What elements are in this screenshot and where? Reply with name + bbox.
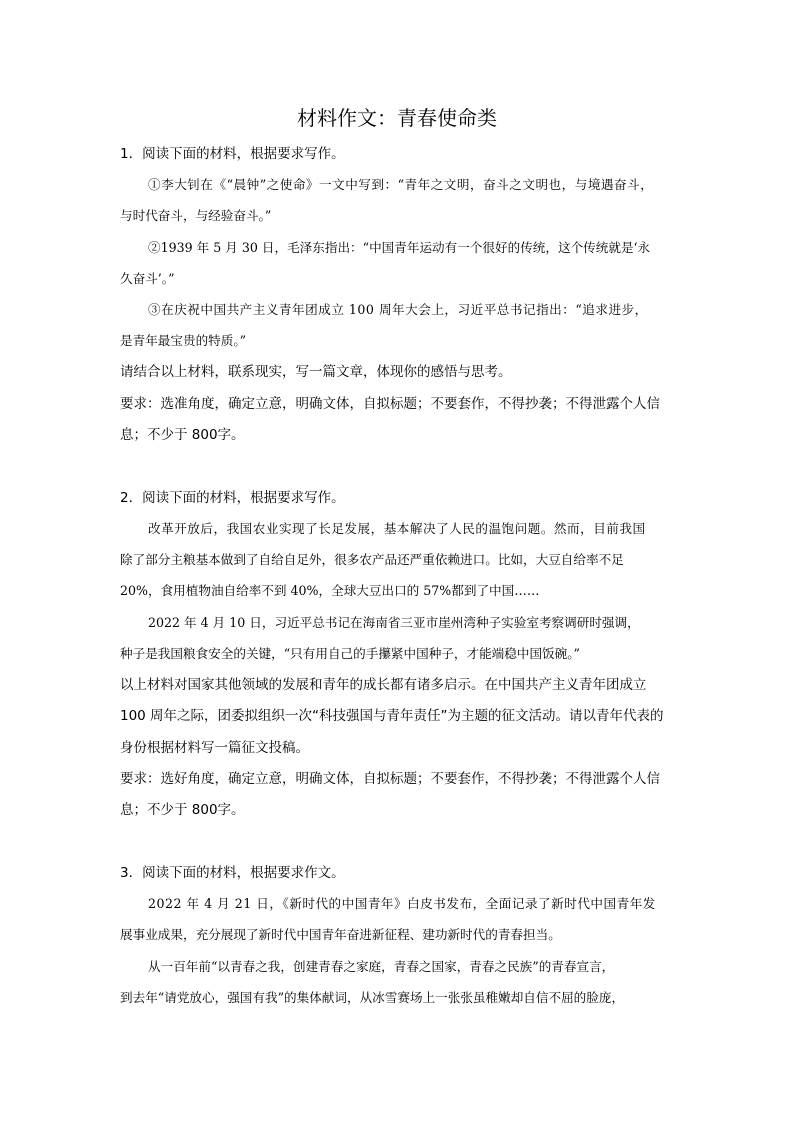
material-line: ①李大钊在《“晨钟”之使命》一文中写到：“青年之文明，奋斗之文明也，与境遇奋斗，	[148, 177, 654, 192]
material-line: 改革开放后，我国农业实现了长足发展，基本解决了人民的温饱问题。然而，目前我国	[148, 521, 646, 536]
writing-prompt: 身份根据材料写一篇征文投稿。	[120, 740, 309, 756]
material-line: 展事业成果，充分展现了新时代中国青年奋进新征程、建功新时代的青春担当。	[120, 927, 561, 942]
material-line: 20%，食用植物油自给率不到 40%，全球大豆出口的 57%都到了中国……	[120, 583, 540, 598]
question-3-heading: 3．阅读下面的材料，根据要求作文。	[120, 865, 345, 881]
material-line: 与时代奋斗，与经验奋斗。”	[120, 208, 272, 223]
question-1-heading: 1．阅读下面的材料，根据要求写作。	[120, 146, 345, 162]
material-line: 2022 年 4 月 10 日，习近平总书记在海南省三亚市崖州湾种子实验室考察调研时强调，	[148, 615, 640, 630]
writing-prompt: 以上材料对国家其他领域的发展和青年的成长都有诸多启示。在中国共产主义青年团成立	[120, 677, 647, 693]
material-line: 是青年最宝贵的特质。”	[120, 333, 247, 348]
writing-requirement: 要求：选准角度，确定立意，明确文体，自拟标题；不要套作，不得抄袭；不得泄露个人信	[120, 396, 660, 412]
writing-prompt: 请结合以上材料，联系现实，写一篇文章，体现你的感悟与思考。	[120, 364, 512, 380]
writing-requirement: 要求：选好角度，确定立意，明确文体，自拟标题；不要套作，不得抄袭；不得泄露个人信	[120, 771, 660, 787]
question-2-heading: 2．阅读下面的材料，根据要求写作。	[120, 490, 345, 506]
material-line: 久奋斗’。”	[120, 271, 175, 286]
material-line: 除了部分主粮基本做到了自给自足外，很多农产品还严重依赖进口。比如，大豆自给率不足	[120, 552, 624, 567]
writing-requirement: 息；不少于 800字。	[120, 427, 245, 443]
material-line: ③在庆祝中国共产主义青年团成立 100 周年大会上，习近平总书记指出：“追求进步，	[148, 302, 648, 317]
material-line: 到去年“请党放心，强国有我”的集体献词，从冰雪赛场上一张张虽稚嫩却自信不屈的脸庞，	[120, 990, 625, 1005]
writing-requirement: 息；不少于 800字。	[120, 802, 245, 818]
material-line: 从一百年前“以青春之我，创建青春之家庭，青春之国家，青春之民族”的青春宣言，	[148, 959, 615, 974]
page-title: 材料作文：青春使命类	[297, 106, 497, 130]
writing-prompt: 100 周年之际，团委拟组织一次“科技强国与青年责任”为主题的征文活动。请以青年代表的	[120, 708, 664, 724]
material-line: 2022 年 4 月 21 日，《新时代的中国青年》白皮书发布，全面记录了新时代中国青年发	[148, 896, 656, 911]
material-line: 种子是我国粮食安全的关键，“只有用自己的手攥紧中国种子，才能端稳中国饭碗。”	[120, 646, 580, 661]
material-line: ②1939 年 5 月 30 日，毛泽东指出：“中国青年运动有一个很好的传统，这个传统就是‘永	[148, 240, 651, 255]
